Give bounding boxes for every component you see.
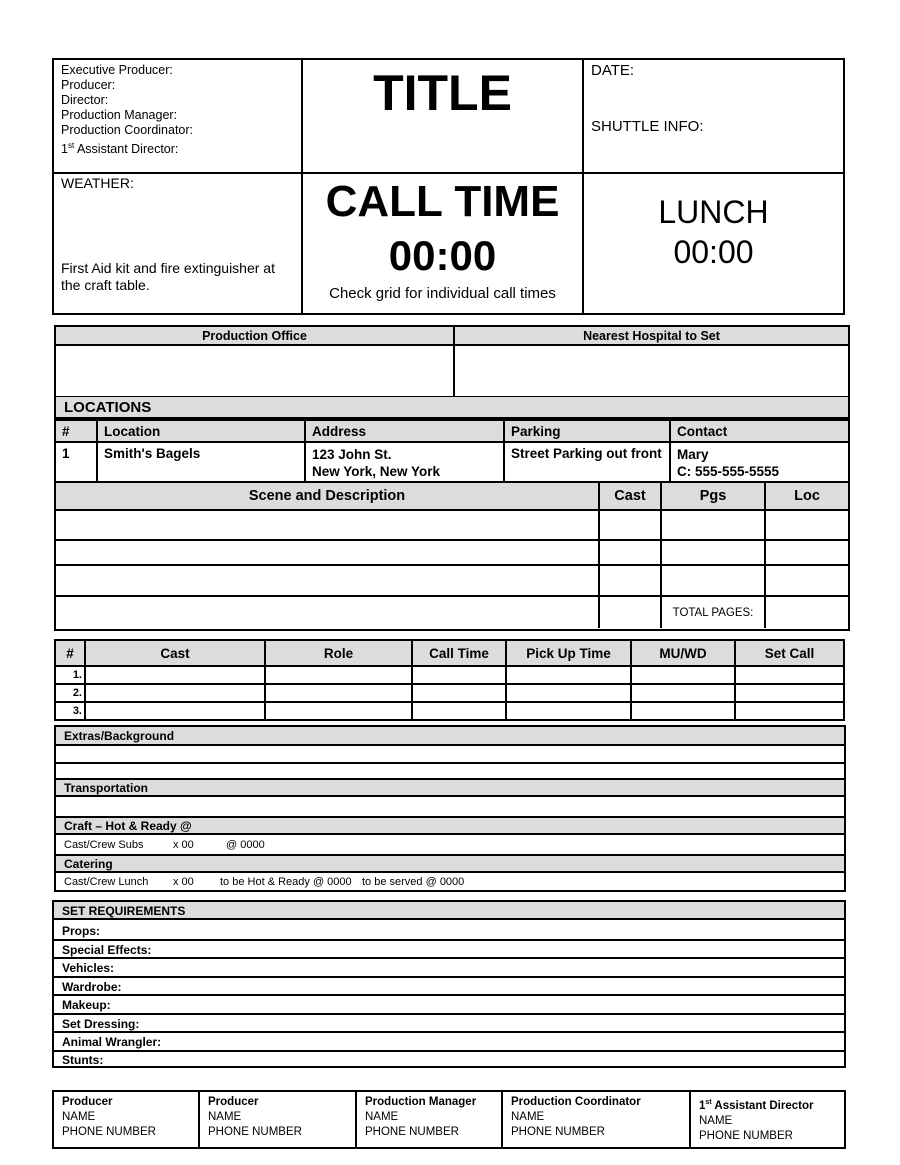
first-aid-note: First Aid kit and fire extinguisher at the craft table.: [61, 260, 275, 293]
cast-table: [54, 639, 845, 721]
scene-cell: [56, 510, 599, 540]
craft-time: @ 0000: [226, 839, 265, 851]
extras-label: Extras/Background: [56, 727, 844, 746]
call-time-value: 00:00: [388, 232, 497, 279]
scene-cell: [661, 565, 765, 596]
contact-role: Production Coordinator: [511, 1096, 641, 1108]
cast-cell: [735, 666, 844, 684]
cast-cell: [412, 684, 506, 702]
cast-cell: [506, 684, 631, 702]
requirement-row: Animal Wrangler:: [54, 1033, 844, 1052]
locations-title: LOCATIONS: [56, 397, 848, 419]
contact-phone: PHONE NUMBER: [62, 1126, 156, 1138]
requirement-row: Makeup:: [54, 996, 844, 1015]
address-line: 123 John St.: [312, 447, 392, 462]
scene-cell: [765, 540, 848, 565]
locations-header: Parking: [504, 420, 670, 442]
shuttle-label: SHUTTLE INFO:: [591, 118, 704, 135]
contact-phone: C: 555-555-5555: [677, 464, 780, 479]
scene-cell: [56, 565, 599, 596]
contact-role: Production Manager: [365, 1096, 477, 1108]
cast-header: Role: [265, 640, 412, 666]
contact-cell: [690, 1091, 845, 1148]
transport-label: Transportation: [56, 780, 844, 797]
locations-header: Location: [97, 420, 305, 442]
scene-cell: [661, 510, 765, 540]
cast-cell: [85, 684, 265, 702]
contact-name: Mary: [677, 447, 709, 462]
scene-cell: [765, 510, 848, 540]
craft-qty: x 00: [173, 839, 194, 851]
scene-cell: [599, 596, 661, 628]
cast-cell: [506, 702, 631, 720]
locations-table: [56, 419, 848, 483]
contact-phone: PHONE NUMBER: [365, 1126, 459, 1138]
cast-cell: [85, 666, 265, 684]
crew-role: 1st Assistant Director:: [61, 141, 179, 157]
cast-header: Pick Up Time: [506, 640, 631, 666]
contact-name: NAME: [511, 1111, 545, 1123]
production-office-header: Production Office: [56, 327, 454, 345]
contacts-table: [52, 1090, 846, 1149]
extras-frame: [54, 725, 846, 892]
header-grid: [52, 58, 845, 315]
catering-served: to be served @ 0000: [362, 876, 465, 888]
date-label: DATE:: [591, 62, 635, 79]
cast-cell: [412, 702, 506, 720]
cast-cell: [85, 702, 265, 720]
scene-cell: [599, 540, 661, 565]
crew-role: Producer:: [61, 78, 116, 92]
craft-label: Craft – Hot & Ready @: [56, 818, 844, 835]
contact-role: Producer: [208, 1096, 259, 1108]
page-title: TITLE: [373, 65, 512, 121]
cast-cell: [735, 684, 844, 702]
crew-role: Production Coordinator:: [61, 123, 194, 137]
scenes-header: Pgs: [661, 482, 765, 510]
contact-cell: [356, 1091, 502, 1148]
scenes-table: [56, 481, 848, 628]
scene-cell: [56, 596, 599, 628]
cast-header: Cast: [85, 640, 265, 666]
weather-label: WEATHER:: [61, 175, 134, 191]
production-office-cell: [56, 345, 454, 397]
contact-role: Producer: [62, 1096, 113, 1108]
cast-row-num: 3.: [55, 702, 85, 720]
contact-phone: PHONE NUMBER: [511, 1126, 605, 1138]
cast-cell: [506, 666, 631, 684]
crew-role: Executive Producer:: [61, 63, 173, 77]
scenes-header: Loc: [765, 482, 848, 510]
scene-cell: [765, 565, 848, 596]
contact-cell: [502, 1091, 690, 1148]
requirement-row: Special Effects:: [54, 941, 844, 960]
cast-header: Call Time: [412, 640, 506, 666]
office-table: [56, 327, 848, 398]
lunch-value: 00:00: [673, 234, 754, 270]
locations-header: #: [56, 420, 97, 442]
requirement-row: Stunts:: [62, 1052, 104, 1067]
scene-cell: [599, 565, 661, 596]
location-num: 1: [56, 442, 97, 482]
nearest-hospital-header: Nearest Hospital to Set: [454, 327, 848, 345]
crew-role: Production Manager:: [61, 108, 178, 122]
set-requirements-title: SET REQUIREMENTS: [54, 902, 844, 920]
location-contact: [670, 442, 848, 482]
cast-header: Set Call: [735, 640, 844, 666]
requirement-row: Set Dressing:: [54, 1015, 844, 1034]
contact-name: NAME: [208, 1111, 242, 1123]
scenes-header: Cast: [599, 482, 661, 510]
cast-row-num: 2.: [55, 684, 85, 702]
address-line: New York, New York: [312, 464, 441, 479]
cast-row-num: 1.: [55, 666, 85, 684]
extras-line: [56, 762, 844, 764]
cast-header: #: [55, 640, 85, 666]
cast-header: MU/WD: [631, 640, 735, 666]
cast-cell: [631, 684, 735, 702]
cast-cell: [412, 666, 506, 684]
contact-name: NAME: [699, 1114, 733, 1127]
location-address: [305, 442, 504, 482]
contact-cell: [53, 1091, 199, 1148]
catering-qty: x 00: [173, 876, 194, 888]
scene-cell: [56, 540, 599, 565]
divider: [582, 60, 584, 313]
divider: [54, 172, 843, 174]
catering-line: [56, 875, 844, 890]
crew-roles: [61, 63, 296, 157]
scenes-header: Scene and Description: [56, 482, 599, 510]
cast-cell: [265, 666, 412, 684]
call-time-label: CALL TIME: [325, 177, 560, 226]
contact-phone: PHONE NUMBER: [699, 1129, 793, 1142]
craft-line: [56, 837, 844, 854]
contact-phone: PHONE NUMBER: [208, 1126, 302, 1138]
cast-cell: [631, 702, 735, 720]
lunch-label: LUNCH: [658, 194, 769, 230]
location-parking: Street Parking out front: [504, 442, 670, 482]
contact-name: NAME: [62, 1111, 96, 1123]
locations-header: Address: [305, 420, 504, 442]
requirement-row: Props:: [54, 922, 844, 941]
set-requirements-frame: [52, 900, 846, 1068]
locations-header: Contact: [670, 420, 848, 442]
catering-label: Catering: [56, 856, 844, 873]
call-time-note: Check grid for individual call times: [329, 285, 556, 302]
location-name: Smith's Bagels: [97, 442, 305, 482]
requirement-row: Vehicles:: [54, 959, 844, 978]
scene-cell: [661, 540, 765, 565]
contact-cell: [199, 1091, 356, 1148]
contact-role: 1st Assistant Director: [699, 1099, 814, 1112]
cast-cell: [735, 702, 844, 720]
catering-ready: to be Hot & Ready @ 0000: [220, 876, 352, 888]
craft-item: Cast/Crew Subs: [64, 839, 144, 851]
requirement-row: Wardrobe:: [54, 978, 844, 997]
scene-cell: [599, 510, 661, 540]
cast-cell: [265, 702, 412, 720]
cast-cell: [265, 684, 412, 702]
contact-name: NAME: [365, 1111, 399, 1123]
crew-role: Director:: [61, 93, 109, 107]
total-pages-value: [765, 596, 848, 628]
nearest-hospital-cell: [454, 345, 848, 397]
cast-cell: [631, 666, 735, 684]
catering-item: Cast/Crew Lunch: [64, 876, 149, 888]
total-pages-label: TOTAL PAGES:: [661, 596, 765, 628]
